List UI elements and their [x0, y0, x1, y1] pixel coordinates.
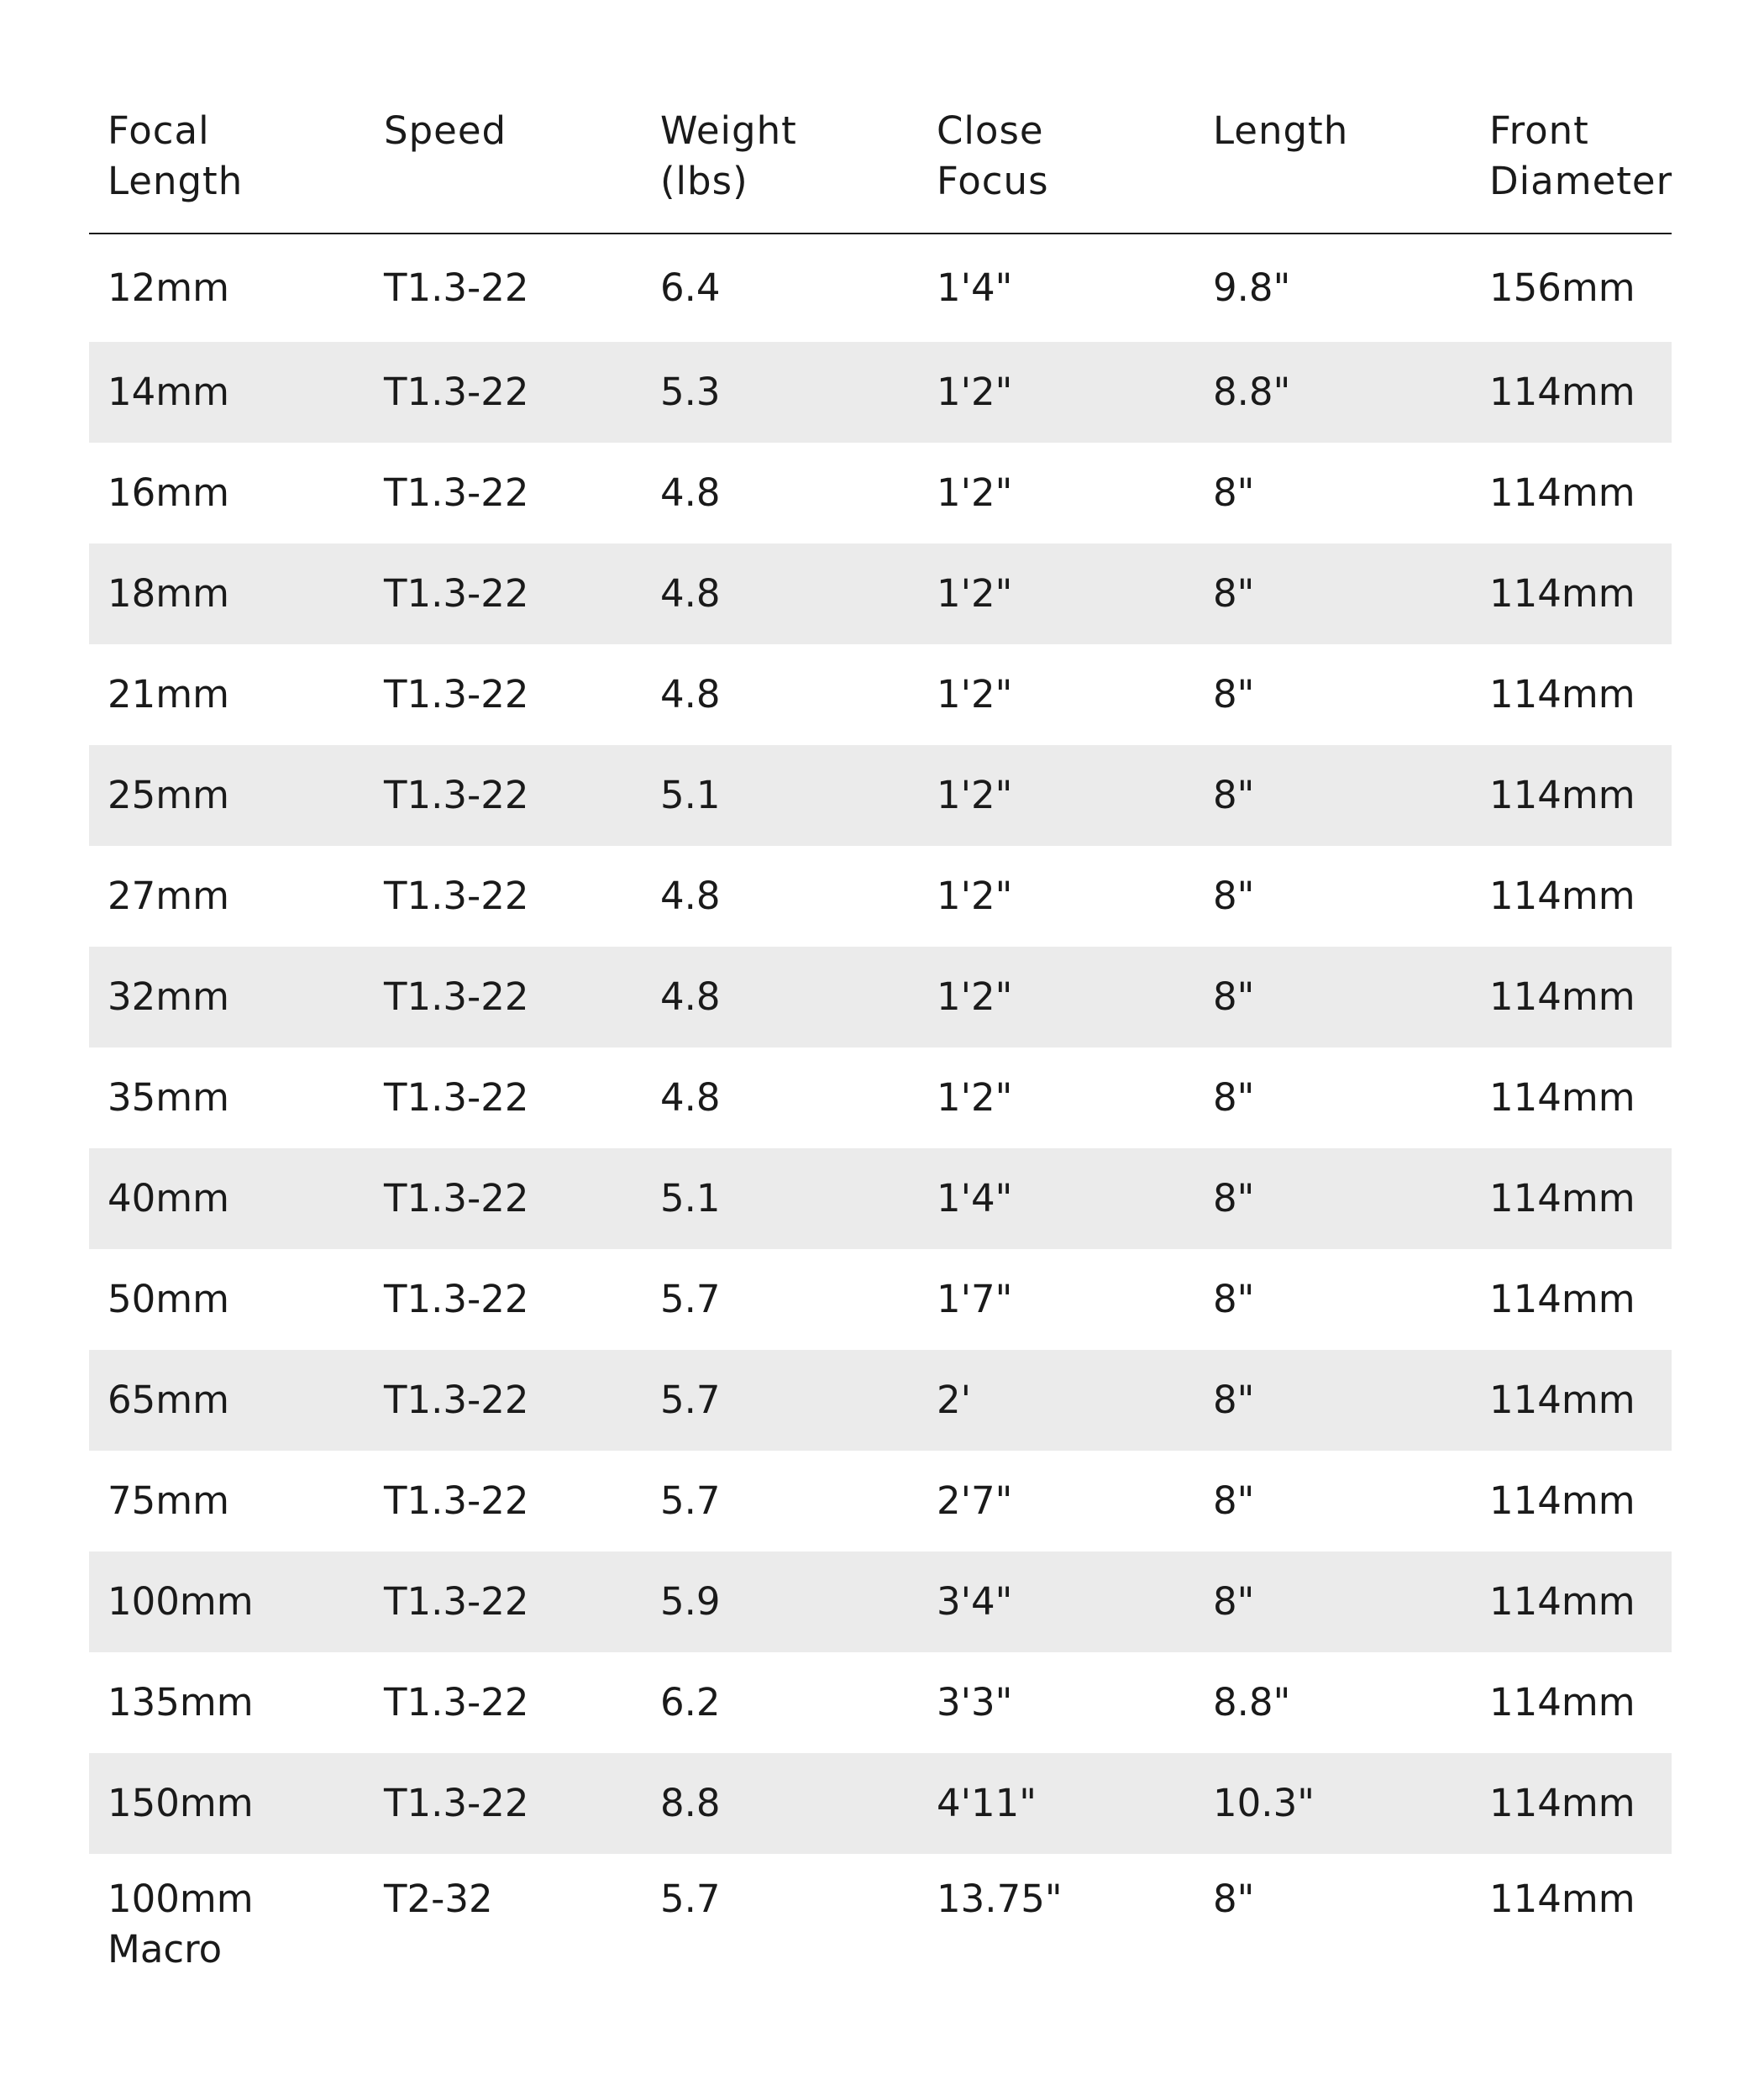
cell-speed: T1.3-22 — [384, 672, 529, 717]
cell-focal-length: 135mm — [108, 1680, 254, 1725]
header-speed: Speed — [384, 108, 507, 153]
cell-speed: T1.3-22 — [384, 571, 529, 616]
cell-close-focus: 13.75" — [937, 1877, 1063, 1921]
cell-weight: 6.2 — [660, 1680, 721, 1725]
cell-close-focus: 1'2" — [937, 672, 1013, 717]
cell-focal-length: 32mm — [108, 974, 229, 1019]
cell-front-diameter: 114mm — [1489, 874, 1635, 918]
cell-close-focus: 1'2" — [937, 370, 1013, 414]
cell-focal-length: 40mm — [108, 1176, 229, 1221]
table-row — [89, 443, 1672, 543]
cell-weight: 5.1 — [660, 773, 721, 817]
cell-speed: T1.3-22 — [384, 1579, 529, 1624]
cell-weight: 5.7 — [660, 1478, 721, 1523]
cell-close-focus: 1'2" — [937, 874, 1013, 918]
header-weight: Weight (lbs) — [660, 108, 797, 203]
cell-weight: 4.8 — [660, 974, 721, 1019]
cell-speed: T2-32 — [384, 1877, 493, 1921]
cell-speed: T1.3-22 — [384, 1176, 529, 1221]
cell-speed: T1.3-22 — [384, 773, 529, 817]
cell-focal-length: 65mm — [108, 1378, 229, 1422]
table-row — [89, 947, 1672, 1047]
table-body — [89, 234, 1672, 1990]
cell-weight: 5.7 — [660, 1378, 721, 1422]
cell-weight: 4.8 — [660, 874, 721, 918]
table-row — [89, 1854, 1672, 1990]
lens-spec-table — [89, 101, 1672, 1990]
table-row — [89, 543, 1672, 644]
cell-weight: 5.7 — [660, 1277, 721, 1321]
cell-length: 8" — [1213, 1378, 1255, 1422]
cell-speed: T1.3-22 — [384, 1277, 529, 1321]
cell-speed: T1.3-22 — [384, 974, 529, 1019]
cell-weight: 8.8 — [660, 1781, 721, 1825]
header-close-focus: Close Focus — [937, 108, 1049, 203]
cell-speed: T1.3-22 — [384, 874, 529, 918]
cell-speed: T1.3-22 — [384, 1781, 529, 1825]
cell-weight: 5.3 — [660, 370, 721, 414]
cell-focal-length: 18mm — [108, 571, 229, 616]
table-row — [89, 745, 1672, 846]
cell-weight: 5.9 — [660, 1579, 721, 1624]
table-row — [89, 234, 1672, 342]
table-row — [89, 1249, 1672, 1350]
cell-front-diameter: 114mm — [1489, 1277, 1635, 1321]
cell-front-diameter: 114mm — [1489, 1579, 1635, 1624]
cell-speed: T1.3-22 — [384, 1378, 529, 1422]
cell-speed: T1.3-22 — [384, 470, 529, 515]
table-row — [89, 1148, 1672, 1249]
cell-front-diameter: 114mm — [1489, 370, 1635, 414]
table-row — [89, 1350, 1672, 1451]
cell-focal-length: 27mm — [108, 874, 229, 918]
cell-close-focus: 1'2" — [937, 571, 1013, 616]
cell-length: 8.8" — [1213, 1680, 1291, 1725]
cell-front-diameter: 114mm — [1489, 1877, 1635, 1921]
cell-front-diameter: 114mm — [1489, 1781, 1635, 1825]
cell-length: 8" — [1213, 874, 1255, 918]
cell-front-diameter: 156mm — [1489, 265, 1635, 310]
cell-close-focus: 3'4" — [937, 1579, 1013, 1624]
cell-length: 10.3" — [1213, 1781, 1315, 1825]
cell-length: 8" — [1213, 1075, 1255, 1120]
cell-front-diameter: 114mm — [1489, 1478, 1635, 1523]
cell-front-diameter: 114mm — [1489, 672, 1635, 717]
cell-close-focus: 2'7" — [937, 1478, 1013, 1523]
table-header-row — [89, 101, 1672, 234]
cell-front-diameter: 114mm — [1489, 1378, 1635, 1422]
cell-close-focus: 2' — [937, 1378, 972, 1422]
cell-weight: 4.8 — [660, 470, 721, 515]
cell-length: 8" — [1213, 672, 1255, 717]
cell-front-diameter: 114mm — [1489, 1176, 1635, 1221]
cell-weight: 5.7 — [660, 1877, 721, 1921]
table-row — [89, 1451, 1672, 1551]
table-row — [89, 1652, 1672, 1753]
cell-focal-length: 100mm Macro — [108, 1877, 254, 1971]
cell-focal-length: 16mm — [108, 470, 229, 515]
cell-length: 8.8" — [1213, 370, 1291, 414]
cell-length: 8" — [1213, 1579, 1255, 1624]
cell-weight: 4.8 — [660, 1075, 721, 1120]
header-focal-length: Focal Length — [108, 108, 244, 203]
table-row — [89, 1047, 1672, 1148]
cell-close-focus: 1'2" — [937, 470, 1013, 515]
cell-close-focus: 1'4" — [937, 1176, 1013, 1221]
cell-length: 8" — [1213, 1877, 1255, 1921]
cell-close-focus: 1'7" — [937, 1277, 1013, 1321]
cell-focal-length: 14mm — [108, 370, 229, 414]
table-row — [89, 342, 1672, 443]
cell-weight: 4.8 — [660, 672, 721, 717]
table-row — [89, 644, 1672, 745]
table-row — [89, 846, 1672, 947]
cell-focal-length: 21mm — [108, 672, 229, 717]
cell-weight: 5.1 — [660, 1176, 721, 1221]
cell-close-focus: 1'2" — [937, 773, 1013, 817]
cell-front-diameter: 114mm — [1489, 571, 1635, 616]
cell-focal-length: 25mm — [108, 773, 229, 817]
cell-front-diameter: 114mm — [1489, 1680, 1635, 1725]
cell-speed: T1.3-22 — [384, 1478, 529, 1523]
cell-front-diameter: 114mm — [1489, 974, 1635, 1019]
cell-front-diameter: 114mm — [1489, 773, 1635, 817]
cell-close-focus: 1'2" — [937, 1075, 1013, 1120]
cell-speed: T1.3-22 — [384, 370, 529, 414]
cell-close-focus: 1'4" — [937, 265, 1013, 310]
cell-speed: T1.3-22 — [384, 1680, 529, 1725]
cell-close-focus: 1'2" — [937, 974, 1013, 1019]
cell-speed: T1.3-22 — [384, 1075, 529, 1120]
cell-length: 8" — [1213, 470, 1255, 515]
cell-length: 8" — [1213, 974, 1255, 1019]
cell-focal-length: 100mm — [108, 1579, 254, 1624]
cell-close-focus: 4'11" — [937, 1781, 1037, 1825]
table-row — [89, 1551, 1672, 1652]
cell-speed: T1.3-22 — [384, 265, 529, 310]
cell-focal-length: 50mm — [108, 1277, 229, 1321]
cell-length: 9.8" — [1213, 265, 1291, 310]
cell-focal-length: 75mm — [108, 1478, 229, 1523]
cell-weight: 6.4 — [660, 265, 721, 310]
cell-focal-length: 35mm — [108, 1075, 229, 1120]
cell-length: 8" — [1213, 1176, 1255, 1221]
cell-weight: 4.8 — [660, 571, 721, 616]
cell-length: 8" — [1213, 773, 1255, 817]
cell-front-diameter: 114mm — [1489, 470, 1635, 515]
header-length: Length — [1213, 108, 1349, 153]
cell-length: 8" — [1213, 571, 1255, 616]
header-front-diameter: Front Diameter — [1489, 108, 1673, 203]
cell-front-diameter: 114mm — [1489, 1075, 1635, 1120]
cell-length: 8" — [1213, 1277, 1255, 1321]
cell-length: 8" — [1213, 1478, 1255, 1523]
cell-focal-length: 12mm — [108, 265, 229, 310]
cell-close-focus: 3'3" — [937, 1680, 1013, 1725]
cell-focal-length: 150mm — [108, 1781, 254, 1825]
table-row — [89, 1753, 1672, 1854]
